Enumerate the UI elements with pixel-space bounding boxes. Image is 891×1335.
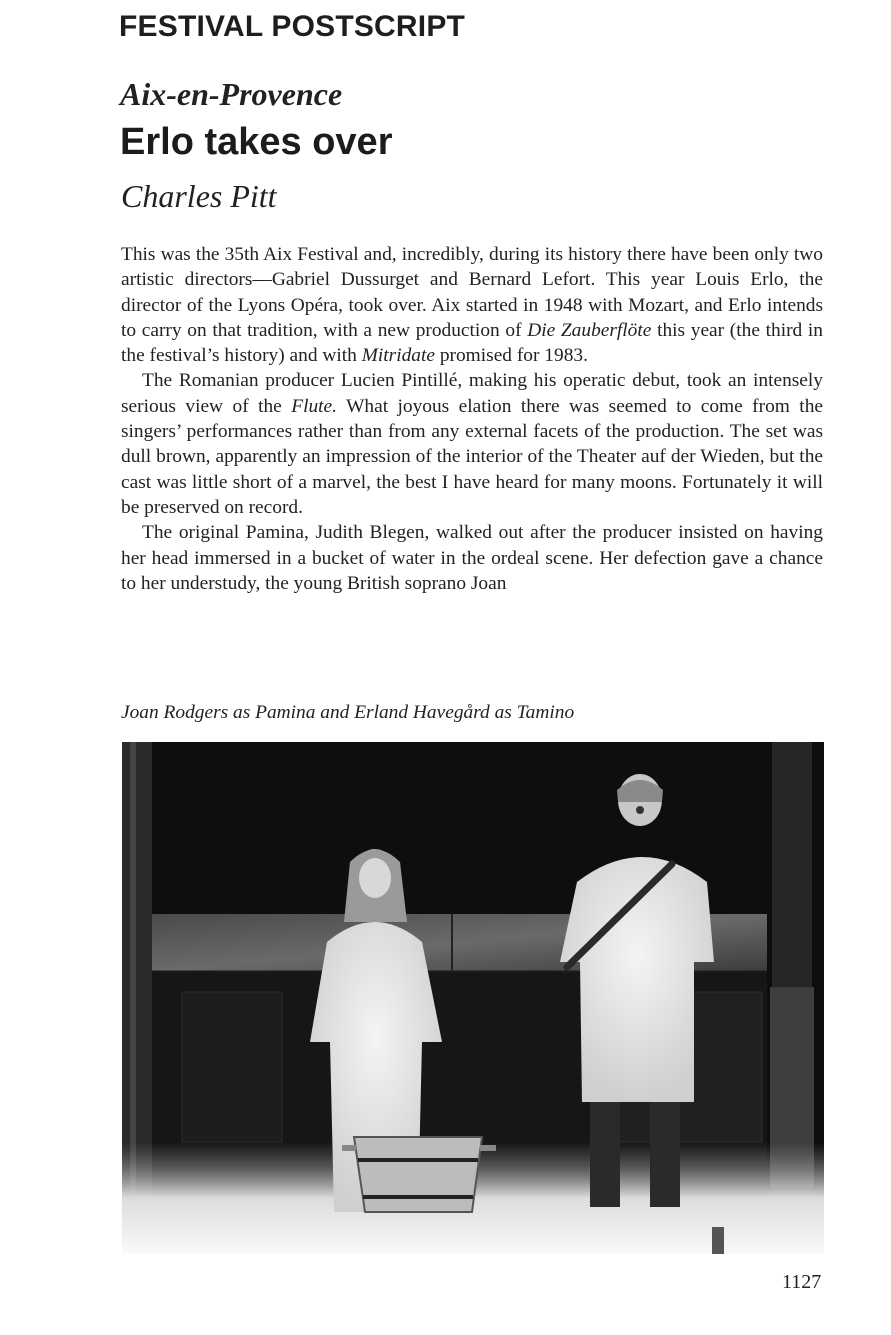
opera-title-flute: Flute. (291, 395, 337, 417)
article-title: Erlo takes over (120, 121, 393, 163)
paragraph-2 (121, 368, 823, 520)
text-run: What joyous elation there was seemed to come from the singers’ performances rather than from any external facets of the production. The set was dull brown, apparently an impression of the interior of the Theater auf der Wieden, but the cast was little short of a marvel, the best I have heard for many moons. Fortunately it will be preserved on record. (121, 395, 823, 518)
article-author: Charles Pitt (121, 178, 277, 214)
opera-title-mitridate: Mitridate (361, 345, 435, 367)
page-number: 1127 (782, 1271, 822, 1293)
stage-photo-illustration (122, 742, 824, 1254)
text-run: This was the 35th Aix Festival and, incredibly, during its history there have been only two artistic directors—Gabriel Dussurget and Bernard Lefort. This year Louis Erlo, the director of the Lyons Opéra, took over. Aix started in 1948 with Mozart, and Erlo intends to carry on that tradition, with a new production of (121, 244, 823, 341)
text-run: The Romanian producer Lucien Pintillé, making his operatic debut, took an intensely serious view of the (121, 370, 823, 417)
text-run: The original Pamina, Judith Blegen, walked out after the producer insisted on having her head immersed in a bucket of water in the ordeal scene. Her defection gave a chance to her understudy, the young British soprano Joan (121, 522, 823, 594)
paragraph-3 (121, 520, 823, 596)
left-pillar (122, 742, 152, 1202)
stage-photo (122, 742, 824, 1254)
opera-title-zauberflote: Die Zauberflöte (527, 319, 652, 341)
article-body (121, 242, 823, 596)
location-subtitle: Aix-en-Provence (120, 76, 343, 112)
wooden-bucket (342, 1137, 496, 1212)
text-run: this year (the third in the festival’s history) and with (121, 319, 823, 367)
photo-caption: Joan Rodgers as Pamina and Erland Havegård as Tamino (121, 702, 575, 723)
text-run: promised for 1983. (434, 345, 588, 367)
bottle (712, 1227, 724, 1254)
paragraph-1 (121, 242, 823, 368)
section-heading: FESTIVAL POSTSCRIPT (119, 10, 466, 43)
